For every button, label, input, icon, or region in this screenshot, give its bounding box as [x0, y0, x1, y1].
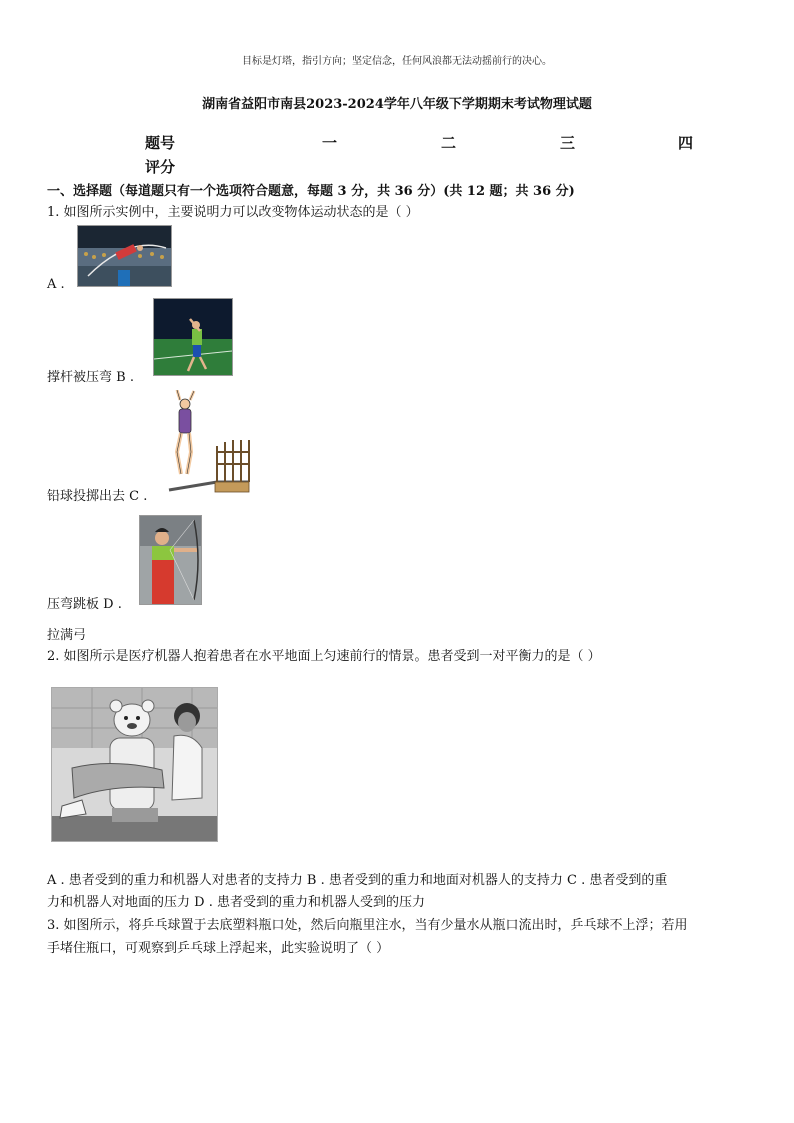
question-1-option-a: A . [47, 277, 65, 292]
question-2-stem: 2. 如图所示是医疗机器人抱着患者在水平地面上匀速前行的情景。患者受到一对平衡力的是（ ） [47, 649, 601, 664]
question-1-caption-c: 铅球投掷出去 C . [47, 489, 148, 504]
pole-vault-image [77, 225, 172, 287]
score-table-col-2: 二 [441, 134, 457, 152]
question-1-caption-e: 拉满弓 [47, 628, 87, 643]
score-table-col-1: 一 [322, 134, 338, 152]
question-1-caption-b: 撑杆被压弯 B . [47, 370, 134, 385]
medical-robot-image [51, 687, 218, 842]
question-2-options-line-2: 力和机器人对地面的压力 D . 患者受到的重力和机器人受到的压力 [47, 895, 425, 910]
score-table-col-4: 四 [678, 134, 694, 152]
header-motto: 目标是灯塔，指引方向；坚定信念，任何风浪都无法动摇前行的决心。 [242, 56, 552, 67]
page-title: 湖南省益阳市南县2023-2024学年八年级下学期期末考试物理试题 [202, 97, 592, 112]
score-table-row-label: 题号 [145, 134, 176, 152]
question-1-stem: 1. 如图所示实例中，主要说明力可以改变物体运动状态的是（ ） [47, 205, 419, 220]
score-table-header-row [0, 132, 794, 152]
question-1-caption-d: 压弯跳板 D . [47, 597, 122, 612]
diving-board-image [167, 390, 251, 496]
question-3-stem-line-2: 手堵住瓶口，可观察到乒乓球上浮起来，此实验说明了（ ） [47, 941, 390, 956]
question-2-options-line-1: A . 患者受到的重力和机器人对患者的支持力 B . 患者受到的重力和地面对机器人的支持力 C . 患者受到的重 [47, 873, 668, 888]
question-3-stem-line-1: 3. 如图所示，将乒乓球置于去底塑料瓶口处，然后向瓶里注水，当有少量水从瓶口流出时，乒乓球不上浮；若用 [47, 918, 688, 933]
score-table-score-label: 评分 [145, 158, 176, 176]
section-heading: 一、选择题（每道题只有一个选项符合题意，每题 3 分，共 36 分）(共 12 题；共 36 分) [47, 184, 575, 199]
archery-image [139, 515, 202, 605]
shot-put-image [153, 298, 233, 376]
score-table-col-3: 三 [560, 134, 576, 152]
